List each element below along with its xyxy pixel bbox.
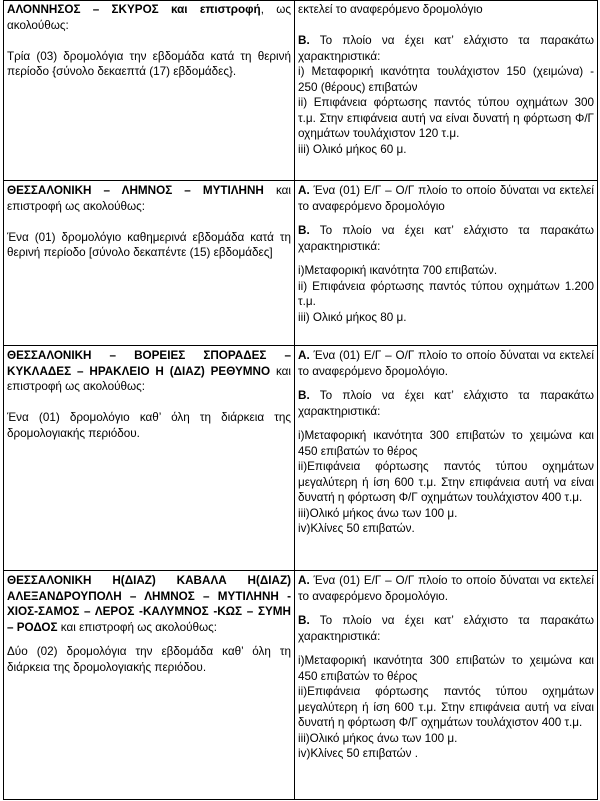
vessel-requirement xyxy=(298,183,594,214)
vessel-cell xyxy=(295,346,598,571)
routes-table xyxy=(3,0,598,800)
spec-intro-text: Το πλοίο να έχει κατ’ ελάχιστο τα παρακάτω χαρακτηριστικά: xyxy=(298,389,594,418)
vessel-text: Ένα (01) Ε/Γ – Ο/Γ πλοίο το οποίο δύναται να εκτελεί το αναφερόμενο δρομολόγιο xyxy=(298,184,594,213)
vessel-cell xyxy=(295,1,598,181)
table-row xyxy=(4,346,598,571)
route-name: ΘΕΣΣΑΛΟΝΙΚΗ – ΛΗΜΝΟΣ – ΜΥΤΙΛΗΝΗ xyxy=(7,184,264,197)
spec-intro xyxy=(298,33,594,64)
spec-intro xyxy=(298,223,594,254)
route-suffix: και επιστροφή ως ακολούθως: xyxy=(7,184,291,213)
table-row xyxy=(4,1,598,181)
spec-item: i) Μεταφορική ικανότητα τουλάχιστον 150 (χειμώνα) - 250 (θέρους) επιβατών xyxy=(298,65,594,94)
route-cell xyxy=(4,181,295,346)
spec-intro-text: Το πλοίο να έχει κατ’ ελάχιστο τα παρακάτω χαρακτηριστικά: xyxy=(298,224,594,253)
spec-label: Β. xyxy=(298,389,310,402)
route-heading xyxy=(7,183,291,214)
vessel-label: Α. xyxy=(298,349,310,362)
spec-item: i)Μεταφορική ικανότητα 300 επιβατών το χειμώνα και 450 επιβατών το θέρος xyxy=(298,429,594,458)
spec-label: Β. xyxy=(298,34,310,47)
route-heading xyxy=(7,573,291,635)
spec-intro xyxy=(298,613,594,644)
route-cell xyxy=(4,346,295,571)
spec-item: iii)Ολικό μήκος άνω των 100 μ. xyxy=(298,506,458,520)
route-suffix: , ως ακολούθως: xyxy=(7,3,291,32)
route-cell xyxy=(4,571,295,800)
table-row xyxy=(4,571,598,800)
route-name: ΘΕΣΣΑΛΟΝΙΚΗ – ΒΟΡΕΙΕΣ ΣΠΟΡΑΔΕΣ – ΚΥΚΛΑΔΕΣ – ΗΡΑΚΛΕΙΟ Η (ΔΙΑΖ) ΡΕΘΥΜΝΟ xyxy=(7,349,291,378)
route-schedule: Ένα (01) δρομολόγιο καθημερινά εβδομάδα κατά τη θερινή περίοδο [σύνολο δεκαπέντε (15) εβδομάδες] xyxy=(7,230,291,259)
vessel-cell xyxy=(295,571,598,800)
vessel-requirement xyxy=(298,348,594,379)
route-heading xyxy=(7,348,291,395)
spec-item: ii) Επιφάνεια φόρτωσης παντός τύπου οχημάτων 1.200 τ.μ. xyxy=(298,279,594,308)
spec-label: Β. xyxy=(298,224,310,237)
route-name: ΘΕΣΣΑΛΟΝΙΚΗ Η(ΔΙΑΖ) ΚΑΒΑΛΑ Η(ΔΙΑΖ) ΑΛΕΞΑΝΔΡΟΥΠΟΛΗ – ΛΗΜΝΟΣ – ΜΥΤΙΛΗΝΗ - ΧΙΟΣ-ΣΑΜΟΣ – ΛΕΡΟΣ -ΚΑΛΥΜΝΟΣ -ΚΩΣ – ΣΥΜΗ – ΡΟΔΟΣ xyxy=(7,574,291,634)
route-schedule: Ένα (01) δρομολόγιο καθ’ όλη τη διάρκεια της δρομολογιακής περιόδου. xyxy=(7,411,291,440)
route-schedule: Τρία (03) δρομολόγια την εβδομάδα κατά τη θερινή περίοδο {σύνολο δεκαεπτά (17) εβδομάδες}. xyxy=(7,49,291,78)
vessel-text: Ένα (01) Ε/Γ – Ο/Γ πλοίο το οποίο δύναται να εκτελεί το αναφερόμενο δρομολόγιο. xyxy=(298,574,594,603)
route-suffix: και επιστροφή ως ακολούθως: xyxy=(57,620,218,634)
route-suffix: και επιστροφή ως ακολούθως: xyxy=(7,364,291,393)
route-heading xyxy=(7,2,291,33)
spec-intro xyxy=(298,388,594,419)
route-name: ΑΛΟΝΝΗΣΟΣ – ΣΚΥΡΟΣ και επιστροφή xyxy=(7,3,261,16)
vessel-label: Α. xyxy=(298,574,310,587)
spec-item: ii) Επιφάνεια φόρτωσης παντός τύπου οχημάτων 300 τ.μ. Στην επιφάνεια αυτή να είναι δυνατή η φόρτωση Φ/Γ οχημάτων τουλάχιστον 120 τ.μ. xyxy=(298,96,594,140)
spec-item: iii)Ολικό μήκος άνω των 100 μ. xyxy=(298,731,458,745)
route-cell xyxy=(4,1,295,181)
spec-item: iii) Ολικό μήκος 80 μ. xyxy=(298,310,407,324)
spec-item: ii)Επιφάνεια φόρτωσης παντός τύπου οχημάτων μεγαλύτερη ή ίση 600 τ.μ. Στην επιφάνεια αυτή να είναι δυνατή η φόρτωση Φ/Γ οχημάτων τουλάχιστον 400 τ.μ. xyxy=(298,460,594,504)
vessel-label: Α. xyxy=(298,184,310,197)
spec-item: iv)Κλίνες 50 επιβατών . xyxy=(298,747,419,760)
spec-intro-text: Το πλοίο να έχει κατ’ ελάχιστο τα παρακάτω χαρακτηριστικά: xyxy=(298,34,594,63)
table-row xyxy=(4,181,598,346)
spec-item: i)Μεταφορική ικανότητα 700 επιβατών. xyxy=(298,264,498,277)
vessel-text: Ένα (01) Ε/Γ – Ο/Γ πλοίο το οποίο δύναται να εκτελεί το αναφερόμενο δρομολόγιο. xyxy=(298,349,594,378)
spec-label: Β. xyxy=(298,614,310,627)
spec-item: iv)Κλίνες 50 επιβατών. xyxy=(298,522,415,535)
spec-item: i)Μεταφορική ικανότητα 300 επιβατών το χειμώνα και 450 επιβατών το θέρος xyxy=(298,654,594,683)
vessel-requirement xyxy=(298,573,594,604)
vessel-cell xyxy=(295,181,598,346)
spec-intro-text: Το πλοίο να έχει κατ’ ελάχιστο τα παρακάτω χαρακτηριστικά: xyxy=(298,614,594,643)
spec-item: iii) Ολικό μήκος 60 μ. xyxy=(298,142,407,156)
vessel-requirement-continued: εκτελεί το αναφερόμενο δρομολόγιο xyxy=(298,3,483,16)
route-schedule: Δύο (02) δρομολόγια την εβδομάδα καθ’ όλη τη διάρκεια της δρομολογιακής περιόδου. xyxy=(7,645,291,674)
spec-item: ii)Επιφάνεια φόρτωσης παντός τύπου οχημάτων μεγαλύτερη ή ίση 600 τ.μ. Στην επιφάνεια αυτή να είναι δυνατή η φόρτωση Φ/Γ οχημάτων τουλάχιστον 400 τ.μ. xyxy=(298,685,594,729)
